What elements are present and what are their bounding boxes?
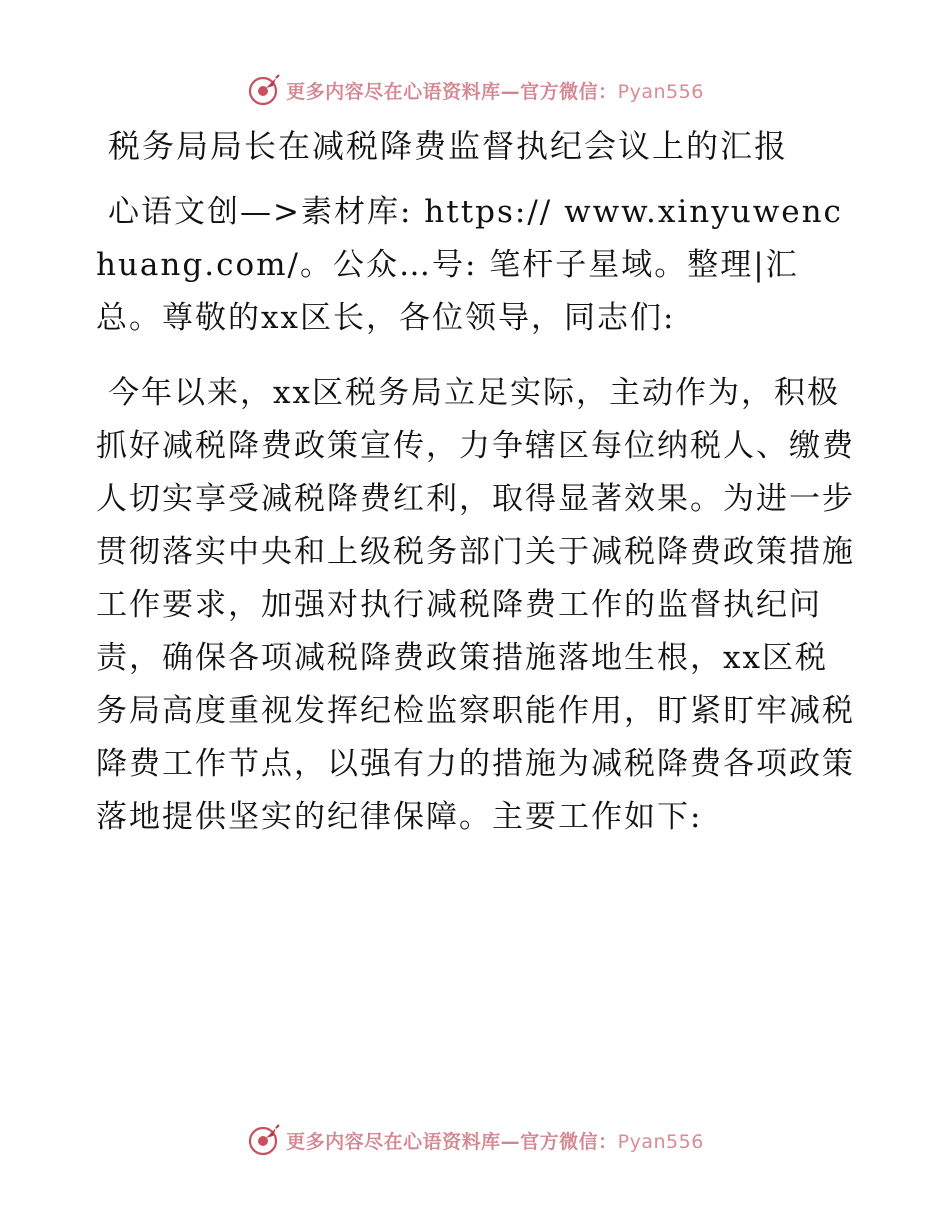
- header-watermark: [0, 70, 950, 110]
- document-title: 税务局局长在减税降费监督执纪会议上的汇报: [108, 127, 789, 165]
- watermark-wechat-id: Pyan556: [617, 1130, 704, 1153]
- quill-pen-seal-icon: [246, 72, 282, 108]
- watermark-wechat-id: Pyan556: [617, 80, 704, 103]
- document-body: [96, 118, 856, 844]
- footer-watermark: [0, 1120, 950, 1160]
- quill-pen-seal-icon: [246, 1122, 282, 1158]
- paragraph-main: 今年以来，xx区税务局立足实际，主动作为，积极抓好减税降费政策宣传，力争辖区每位纳税人、缴费人切实享受减税降费红利，取得显著效果。为进一步贯彻落实中央和上级税务部门关于减税降费政策措施工作要求，加强对执行减税降费工作的监督执纪问责，确保各项减税降费政策措施落地生根，xx区税务局高度重视发挥纪检监察职能作用，盯紧盯牢减税降费工作节点，以强有力的措施为减税降费各项政策落地提供坚实的纪律保障。主要工作如下:: [96, 375, 855, 835]
- watermark-text: 更多内容尽在心语资料库—官方微信：Pyan556: [286, 80, 704, 103]
- watermark-text: 更多内容尽在心语资料库—官方微信：Pyan556: [286, 1130, 704, 1153]
- paragraph-intro: 心语文创—>素材库: https:// www.xinyuwenchuang.com/。公众…号: 笔杆子星域。整理|汇总。尊敬的xx区长，各位领导，同志们:: [96, 194, 843, 336]
